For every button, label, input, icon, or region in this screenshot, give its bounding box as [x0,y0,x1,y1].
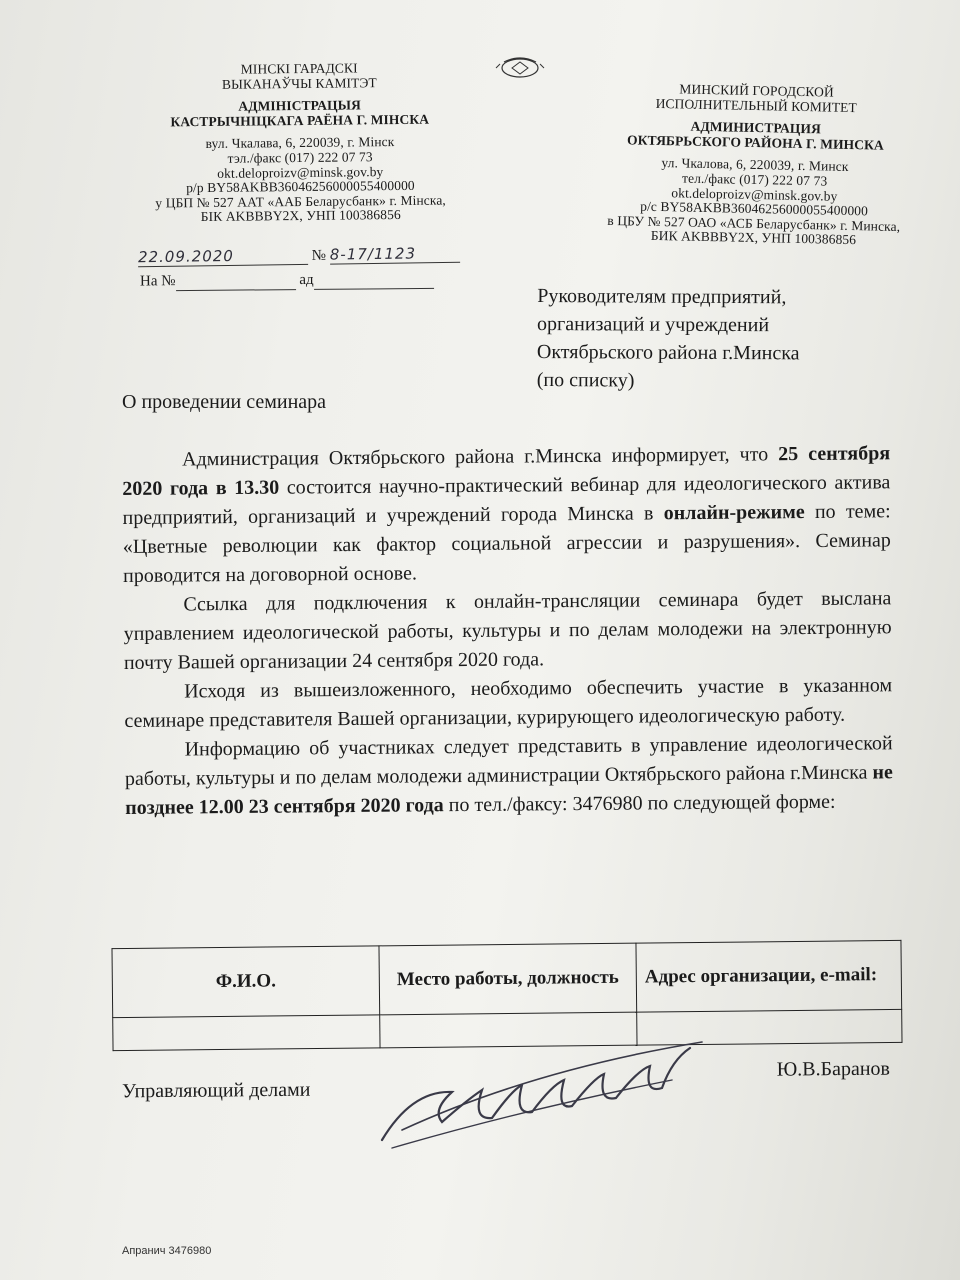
signatory-name: Ю.В.Баранов [776,1057,891,1081]
column-header: Место работы, должность [379,943,637,1015]
subject-line: О проведении семинара [122,391,327,413]
phone: тэл./факс (017) 222 07 73 [227,149,373,166]
bank-name: у ЦБП № 527 ААТ «ААБ Беларусбанк» г. Мінска, [155,192,446,211]
letter-body [122,439,893,823]
handwritten-signature [372,1030,712,1160]
bank-account: р/р BY58AKBB36046256000055400000 [186,177,415,196]
state-emblem-icon [494,52,546,82]
reference-date-blank [314,271,434,290]
address: вул. Чкалава, 6, 220039, г. Мінск [205,134,395,152]
text-run: состоится научно-практический вебинар для идеологического актива предприятий, организаций и учреждений города Минска в [122,471,891,529]
bank-codes: БІК AKBBBY2X, УНП 100386856 [200,207,401,225]
admin-name-line: АДМИНИСТРАЦИЯ [690,118,822,137]
addressee-line: Руководителям предприятий, [537,285,787,309]
reference-number-blank [175,272,295,291]
org-name-line: ИСПОЛНИТЕЛЬНЫЙ КОМИТЕТ [655,95,857,115]
column-header: Адрес организации, e-mail: [636,940,902,1012]
addressee-line: (по списку) [536,369,635,392]
address: ул. Чкалова, 6, 220039, г. Минск [661,155,849,175]
email: okt.deloproizv@minsk.gov.by [217,163,384,181]
outgoing-number: 8-17/1123 [330,244,460,265]
admin-name-line: ОКТЯБРЬСКОГО РАЙОНА Г. МИНСКА [626,132,884,153]
registration-row [138,244,468,268]
email: okt.deloproizv@minsk.gov.by [671,184,838,204]
bank-codes: БИК AKBBBY2X, УНП 100386856 [650,228,857,248]
addressee-line: организаций и учреждений [537,313,770,337]
text-run: по теме: «Цветные революции как фактор социальной агрессии и разрушения». Семинар проводится на договорной основе. [122,500,891,587]
bank-name: в ЦБУ № 527 ОАО «АСБ Беларусбанк» г. Минска, [607,212,901,234]
event-datetime: 25 сентября 2020 года в 13.30 [122,442,891,500]
deadline: не позднее 12.00 23 сентября 2020 года [125,761,893,819]
reference-from-label: ад [299,271,314,289]
empty-cell [113,1015,380,1051]
event-format: онлайн-режиме [663,501,805,525]
text-run: Администрация Октябрьского района г.Минска информирует, что [182,443,779,471]
paragraph: Исходя из вышеизложенного, необходимо обеспечить участие в указанном семинаре представителя Вашей организации, курирующего идеологическую работу. [124,674,893,732]
letterhead-belarusian [99,60,501,226]
admin-name-line: КАСТРЫЧНІЦКАГА РАЁНА Г. МІНСКА [170,111,430,130]
paragraph: Ссылка для подключения к онлайн-трансляции семинара будет выслана управлением идеологической работы, культуры и по делам молодежи на электронную почту Вашей организации 24 сентября 2020 года. [123,587,892,674]
org-name-line: МІНСКІ ГАРАДСКІ [240,60,358,77]
reference-row [140,271,470,292]
column-header: Ф.И.О. [112,946,380,1018]
paragraph [125,729,894,823]
text-run: Информацию об участниках следует представить в управление идеологической работы, культуры и по делам молодежи администрации Октябрьского района г.Минска [124,732,893,790]
text-run: по тел./факсу: 3476980 по следующей форме: [443,790,836,817]
outgoing-date: 22.09.2020 [138,246,308,267]
footer-contact: Апранич 3476980 [122,1245,212,1257]
admin-name-line: АДМІНІСТРАЦЫЯ [238,97,361,114]
reference-label: На № [139,273,176,290]
paragraph [122,439,891,591]
addressee-line: Октябрьского района г.Минска [536,341,800,365]
bank-account: р/с BY58AKBB36046256000055400000 [640,198,869,219]
org-name-line: МИНСКИЙ ГОРОДСКОЙ [679,81,834,100]
signatory-title: Управляющий делами [122,1078,311,1103]
addressee-block [537,282,918,396]
phone: тел./факс (017) 222 07 73 [681,170,828,189]
letterhead-russian [563,80,946,250]
table-header-row [112,940,902,1017]
org-name-line: ВЫКАНАЎЧЫ КАМІТЭТ [221,74,377,92]
number-label: № [311,247,327,264]
